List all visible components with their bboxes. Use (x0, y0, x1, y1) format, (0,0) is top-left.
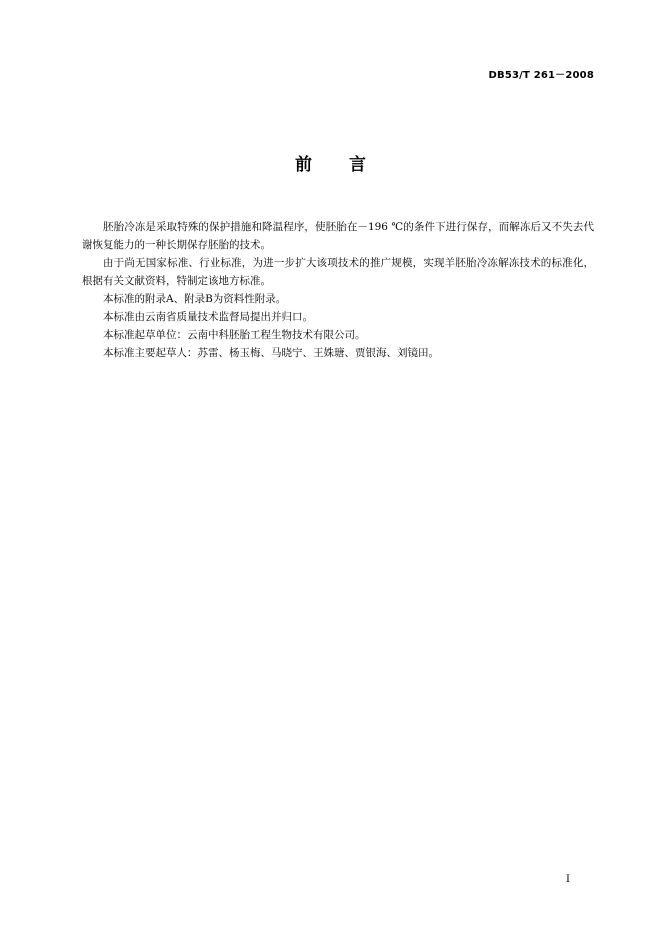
foreword-body (82, 218, 594, 362)
paragraph-appendix: 本标准的附录A、附录B为资料性附录。 (103, 293, 287, 305)
page-number: I (566, 874, 570, 885)
paragraph-proposer: 本标准由云南省质量技术监督局提出并归口。 (103, 311, 313, 323)
paragraph-intro: 胚胎冷冻是采取特殊的保护措施和降温程序，使胚胎在－196 ℃的条件下进行保存，而解冻后又不失去代谢恢复能力的一种长期保存胚胎的技术。 (82, 221, 594, 251)
page-title (0, 150, 662, 175)
title-char-2: 言 (349, 155, 367, 175)
standard-code: DB53/T 261－2008 (488, 70, 594, 81)
paragraph-drafters: 本标准主要起草人：苏雷、杨玉梅、马晓宁、王姝瑭、贾银海、刘镜田。 (103, 347, 439, 359)
paragraph-purpose: 由于尚无国家标准、行业标准，为进一步扩大该项技术的推广规模，实现羊胚胎冷冻解冻技术的标准化，根据有关文献资料，特制定该地方标准。 (82, 257, 594, 287)
paragraph-drafting-unit: 本标准起草单位：云南中科胚胎工程生物技术有限公司。 (103, 329, 366, 341)
title-char-1: 前 (295, 155, 313, 175)
